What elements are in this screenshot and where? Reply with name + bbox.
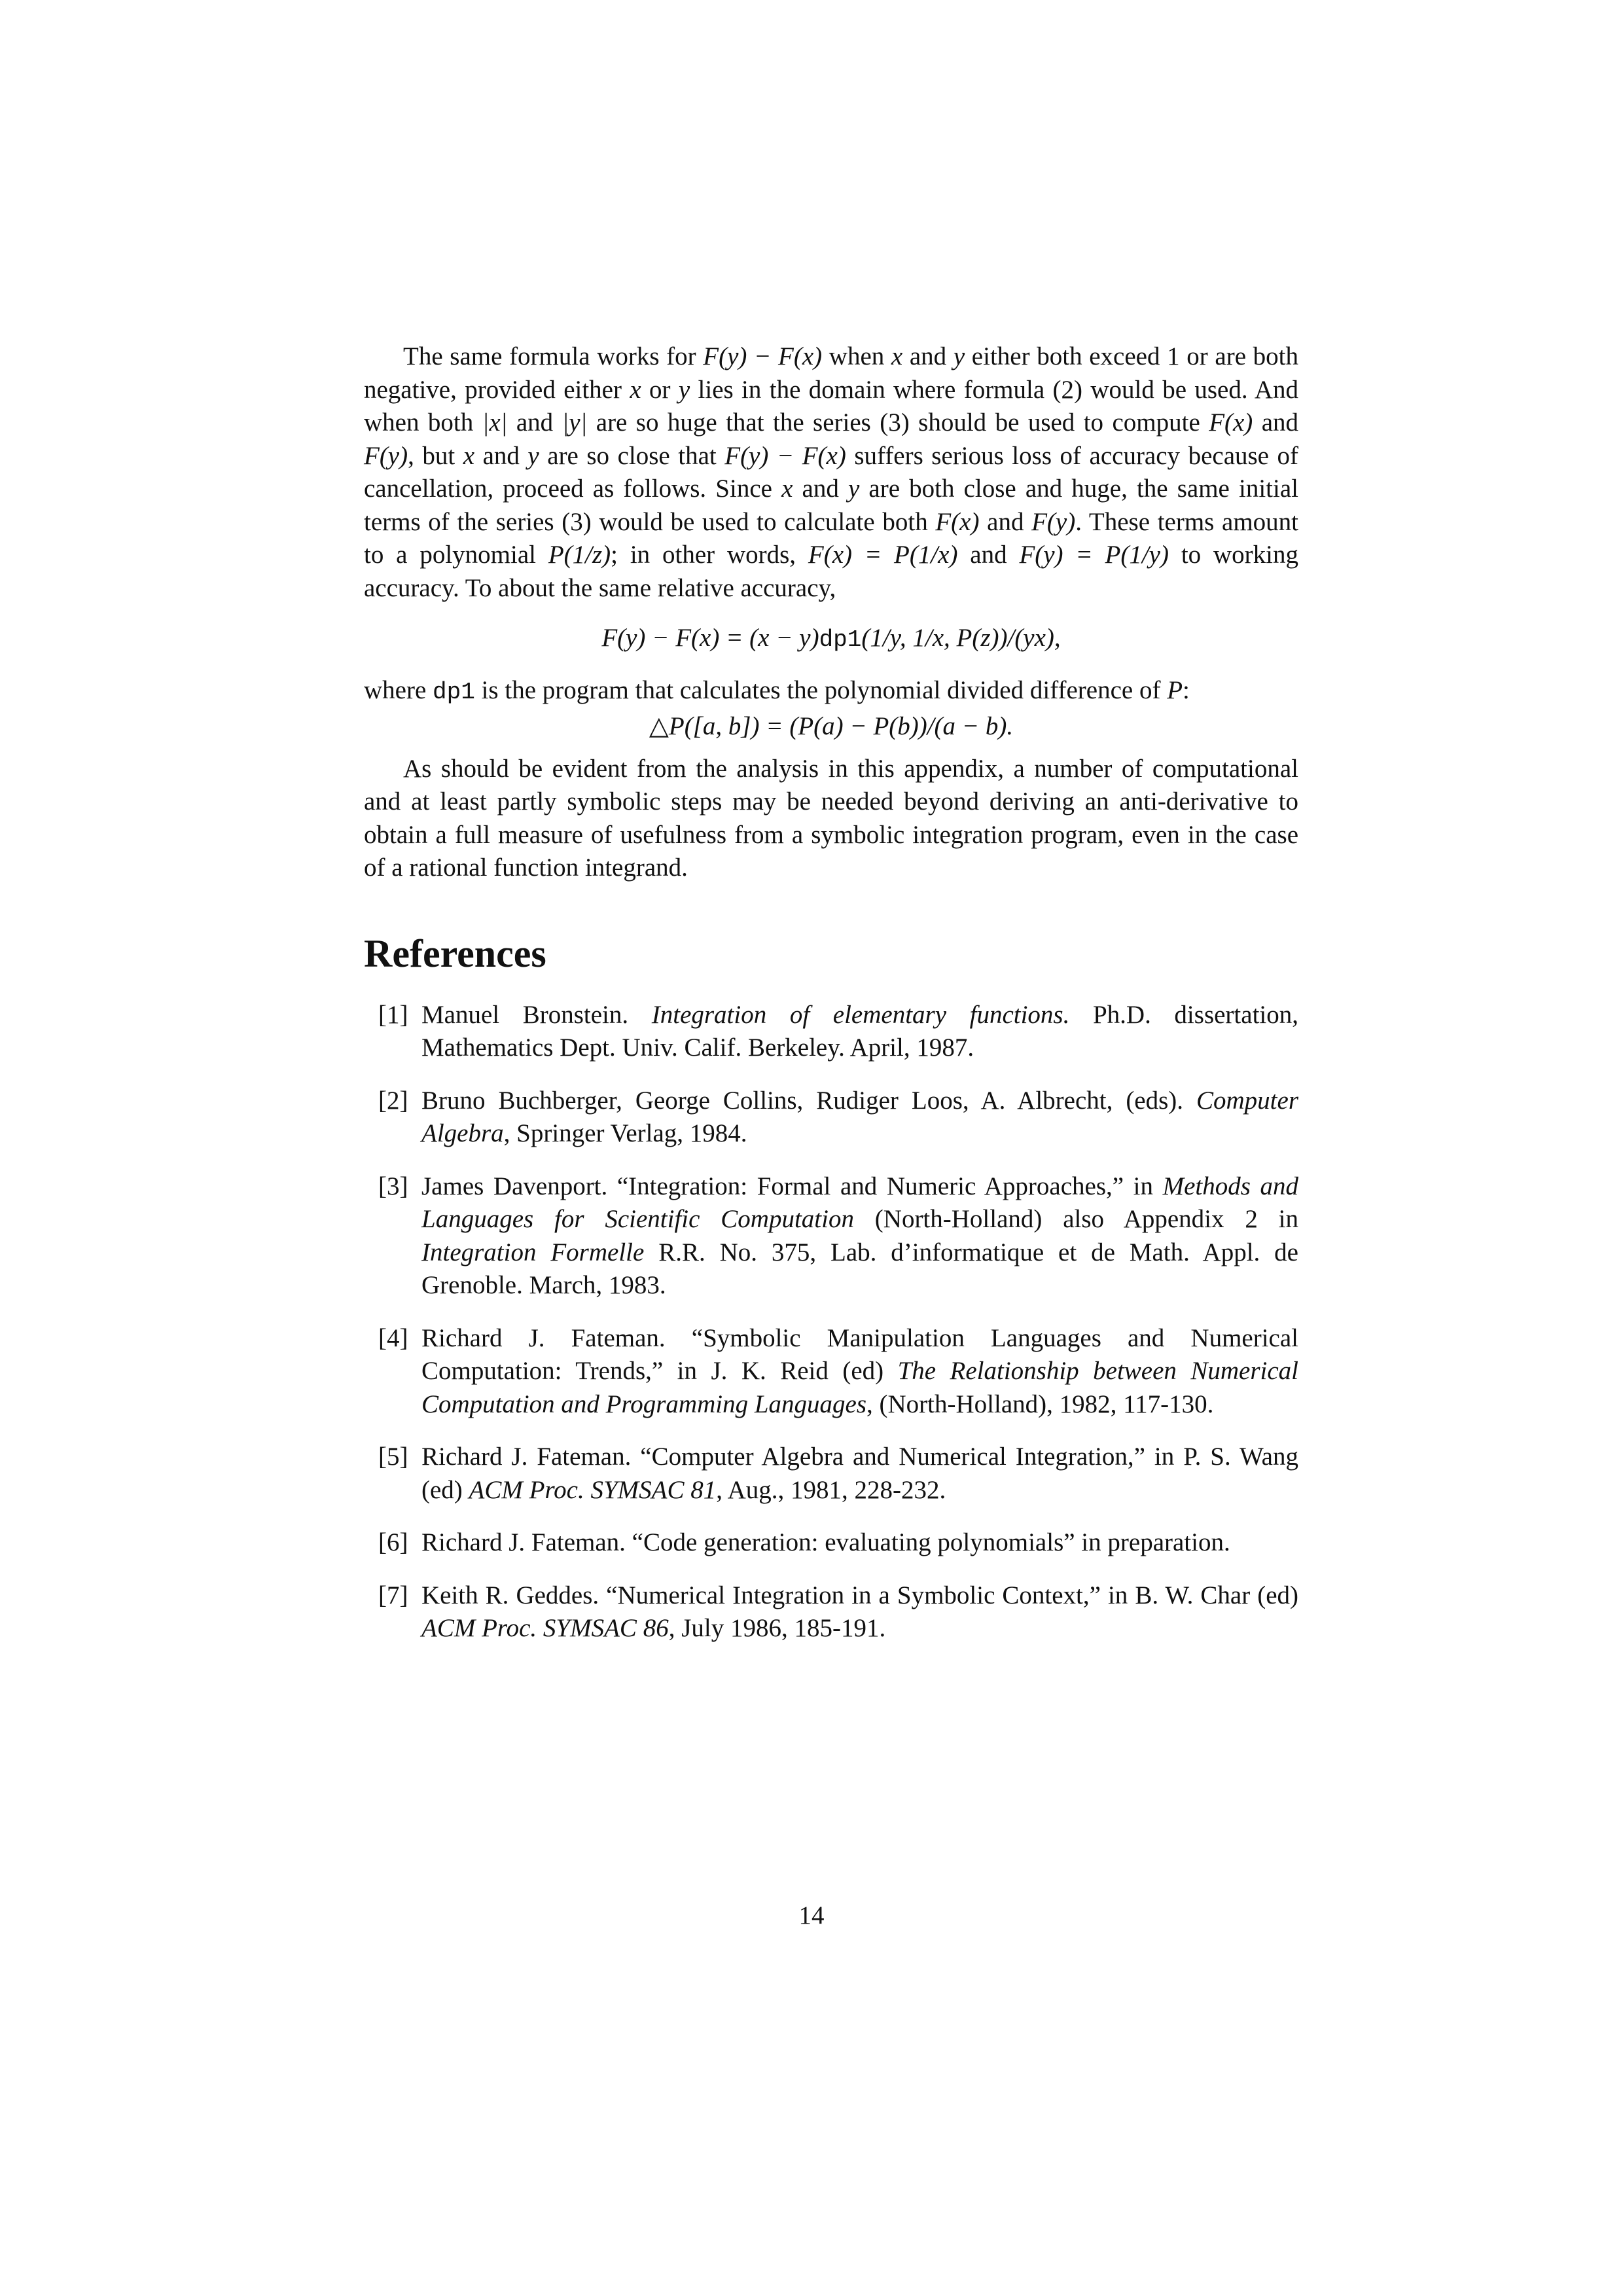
equation-divided-difference [364,622,1298,657]
reference-number: [5] [378,1443,408,1471]
paragraph-cancellation [364,340,1298,605]
reference-number: [1] [378,1000,408,1029]
math-inline: P [1167,675,1183,704]
text-run: The same formula works for [403,342,704,370]
reference-title: ACM Proc. SYMSAC 81 [469,1475,717,1504]
text-run: (North-Holland) also Appendix 2 in [853,1205,1299,1233]
reference-title: Integration of elementary functions. [651,1000,1070,1029]
equation-part: (1/y, 1/x, P(z))/(yx), [861,624,1061,652]
text-run: Richard J. Fateman. “Computer Algebra and Numerical Integration,” in P. S. Wang (ed) [421,1443,1298,1504]
text-run: Richard J. Fateman. “Code generation: evaluating polynomials” in preparation. [421,1528,1230,1556]
math-inline: F(x) = P(1/x) [808,541,958,569]
text-run: are both close and huge, the same initial terms of the series (3) would be used to calculate both [364,475,1298,536]
reference-item [364,1579,1298,1645]
paragraph-conclusion: As should be evident from the analysis in this appendix, a number of computational and at least partly symbolic steps may be needed beyond deriving an anti-derivative to obtain a full measure of usefulness from a symbolic integration program, even in the case of a rational function integrand. [364,754,1298,882]
text-run: and [474,441,528,470]
inline-code: dp1 [433,678,475,706]
reference-title: ACM Proc. SYMSAC 86 [421,1614,669,1642]
text-run: , but [408,441,463,470]
text-run: Ph.D. dissertation, Mathematics Dept. Univ. Calif. Berkeley. April, 1987. [421,1000,1298,1062]
math-inline: x [781,475,793,503]
text-run: , Springer Verlag, 1984. [503,1119,747,1147]
text-run: and [1253,408,1299,437]
math-inline: |y| [562,408,588,437]
page-number: 14 [798,1901,825,1929]
reference-number: [2] [378,1086,408,1115]
text-run: and [902,342,954,370]
text-run: either both exceed 1 or are both negative, provided either [364,342,1298,404]
reference-number: [7] [378,1581,408,1609]
text-run: and [979,507,1032,536]
equation-code: dp1 [819,626,862,653]
text-run: Richard J. Fateman. “Symbolic Manipulation Languages and Numerical Computation: Trends,” in J. K. Reid (ed) [421,1323,1298,1385]
math-inline: y [953,342,965,370]
reference-number: [3] [378,1172,408,1200]
text-run: R.R. No. 375, Lab. d’informatique et de Math. Appl. de Grenoble. March, 1983. [421,1238,1298,1299]
math-inline: y [847,475,860,503]
text-run: . These terms amount to a polynomial [364,507,1298,569]
reference-title: Methods and Languages for Scientific Computation [421,1172,1298,1233]
reference-item [364,1170,1298,1302]
text-run: and [957,541,1020,569]
paragraph-dp1 [364,674,1298,709]
text-run: are so close that [539,441,725,470]
equation-part: F(y) − F(x) = (x − y) [601,624,819,652]
text-run: lies in the domain where formula (2) would be used. And when both [364,375,1298,437]
text-run: ; in other words, [611,541,808,569]
reference-item [364,999,1298,1065]
text-run: or [641,375,679,404]
text-run: and [507,408,562,437]
reference-title: Computer Algebra [421,1086,1298,1147]
math-inline: x [463,441,475,470]
text-run: is the program that calculates the polynomial divided difference of [474,675,1168,704]
text-run: are so huge that the series (3) should be used to compute [587,408,1209,437]
text-run: , (North-Holland), 1982, 117-130. [866,1390,1214,1418]
text-column [364,340,1298,1665]
math-inline: F(y) [364,441,408,470]
math-inline: P(1/z) [548,541,611,569]
reference-number: [6] [378,1528,408,1556]
text-run: when [822,342,891,370]
reference-title: The Relationship between Numerical Computation and Programming Languages [421,1357,1299,1418]
text-run: and [793,475,848,503]
reference-item [364,1085,1298,1151]
text-run: Bruno Buchberger, George Collins, Rudiger Loos, A. Albrecht, (eds). [421,1086,1196,1115]
reference-item [364,1526,1298,1560]
math-inline: y [678,375,690,404]
math-inline: x [891,342,903,370]
text-run: suffers serious loss of accuracy because of cancellation, proceed as follows. Since [364,441,1299,503]
math-inline: F(y) = P(1/y) [1019,541,1169,569]
text-run: , Aug., 1981, 228-232. [716,1475,946,1504]
math-inline: y [527,441,539,470]
math-inline: F(y) − F(x) [703,342,823,370]
math-inline: |x| [482,408,508,437]
references-heading: References [364,931,546,975]
math-inline: F(y) − F(x) [724,441,846,470]
text-run: where [364,675,433,704]
text-run: Keith R. Geddes. “Numerical Integration in a Symbolic Context,” in B. W. Char (ed) [421,1581,1298,1609]
reference-item [364,1441,1298,1507]
text-run: : [1183,675,1190,704]
equation-delta-p: △P([a, b]) = (P(a) − P(b))/(a − b). [649,712,1014,740]
math-inline: F(y) [1031,507,1076,536]
text-run: to working accuracy. To about the same relative accuracy, [364,541,1298,602]
text-run: , July 1986, 185-191. [668,1614,886,1642]
text-run: James Davenport. “Integration: Formal and Numeric Approaches,” in [421,1172,1163,1200]
math-inline: F(x) [1209,408,1253,437]
text-run: Manuel Bronstein. [421,1000,652,1029]
reference-item [364,1322,1298,1422]
reference-title: Integration Formelle [421,1238,645,1266]
reference-number: [4] [378,1323,408,1352]
math-inline: F(x) [935,507,980,536]
math-inline: x [630,375,641,404]
